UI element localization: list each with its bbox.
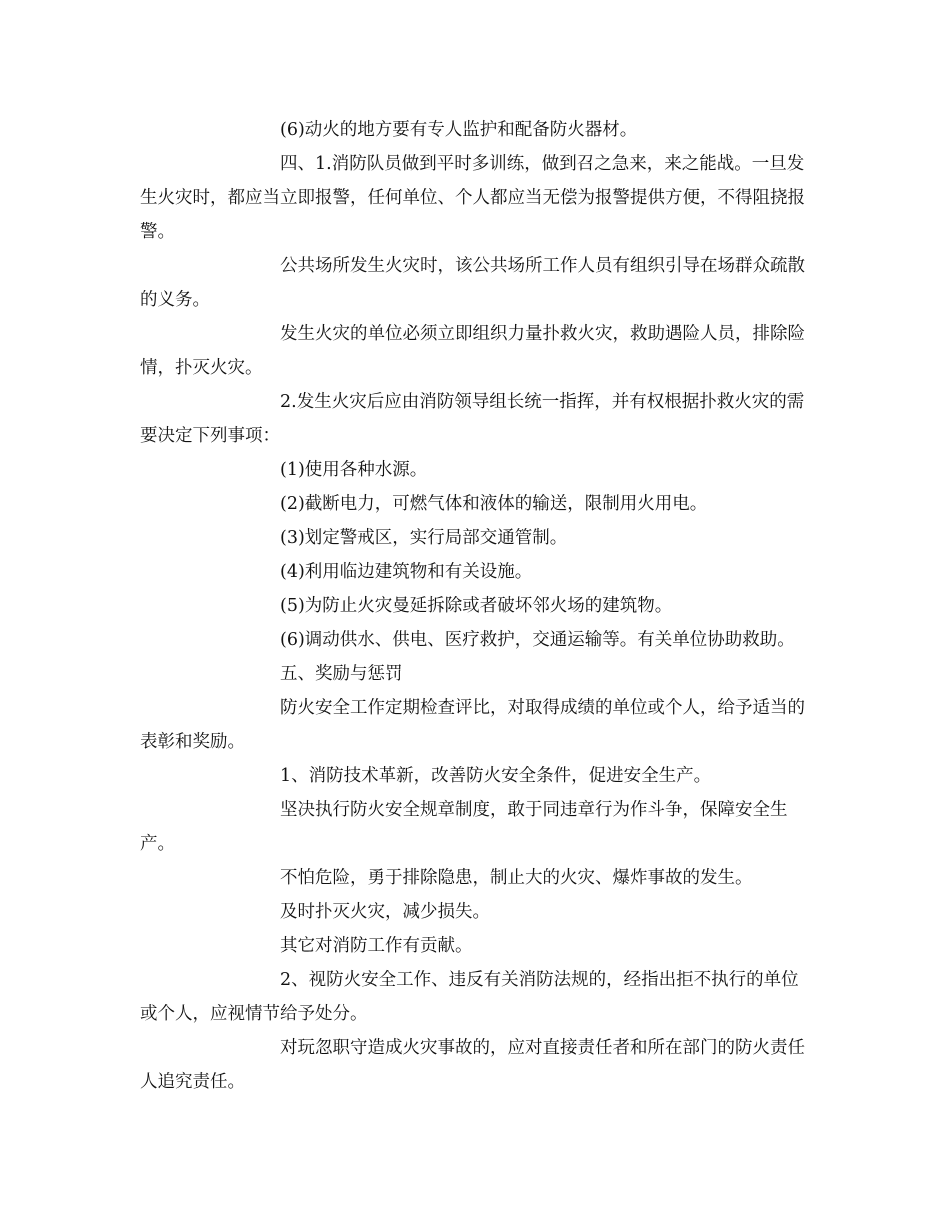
document-body xyxy=(140,113,816,1099)
section-heading: 五、奖励与惩罚 xyxy=(280,664,403,684)
paragraph: 其它对消防工作有贡献。 xyxy=(280,936,473,956)
paragraph: 及时扑灭火灾，减少损失。 xyxy=(280,902,490,922)
list-item: (4)利用临边建筑物和有关设施。 xyxy=(280,562,533,582)
paragraph: 发生火灾的单位必须立即组织力量扑救火灾，救助遇险人员，排除险情，扑灭火灾。 xyxy=(140,324,805,378)
paragraph: 1、消防技术革新，改善防火安全条件，促进安全生产。 xyxy=(280,766,712,786)
paragraph: 2、视防火安全工作、违反有关消防法规的，经指出拒不执行的单位或个人，应视情节给予处分。 xyxy=(140,970,799,1024)
paragraph: 公共场所发生火灾时，该公共场所工作人员有组织引导在场群众疏散的义务。 xyxy=(140,256,805,310)
paragraph: 对玩忽职守造成火灾事故的，应对直接责任者和所在部门的防火责任人追究责任。 xyxy=(140,1038,805,1092)
list-item: (6)调动供水、供电、医疗救护，交通运输等。有关单位协助救助。 xyxy=(280,630,795,650)
paragraph: 2.发生火灾后应由消防领导组长统一指挥，并有权根据扑救火灾的需要决定下列事项： xyxy=(140,392,805,446)
paragraph: 防火安全工作定期检查评比，对取得成绩的单位或个人，给予适当的表彰和奖励。 xyxy=(140,698,805,752)
paragraph: 坚决执行防火安全规章制度，敢于同违章行为作斗争，保障安全生产。 xyxy=(140,800,788,854)
paragraph: 四、1.消防队员做到平时多训练，做到召之急来，来之能战。一旦发生火灾时，都应当立即报警，任何单位、个人都应当无偿为报警提供方便，不得阻挠报警。 xyxy=(140,154,805,242)
paragraph: 不怕危险，勇于排除隐患，制止大的火灾、爆炸事故的发生。 xyxy=(280,868,753,888)
list-item: (3)划定警戒区，实行局部交通管制。 xyxy=(280,528,568,548)
paragraph: (6)动火的地方要有专人监护和配备防火器材。 xyxy=(280,120,638,140)
list-item: (2)截断电力，可燃气体和液体的输送，限制用火用电。 xyxy=(280,494,708,514)
list-item: (5)为防止火灾曼延拆除或者破坏邻火场的建筑物。 xyxy=(280,596,673,616)
list-item: (1)使用各种水源。 xyxy=(280,460,428,480)
